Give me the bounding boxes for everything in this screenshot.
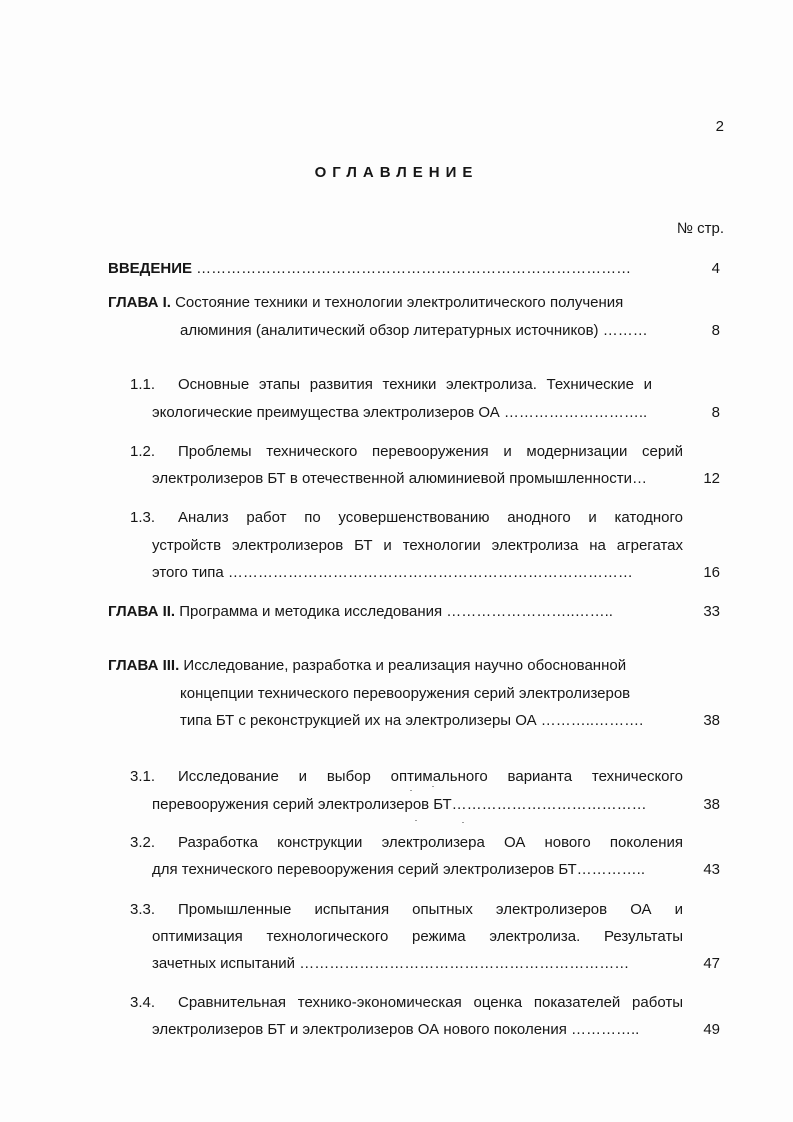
toc-page-number: 49 — [703, 1021, 720, 1038]
toc-entry-text: электролизеров БТ в отечественной алюминиевой промышленности… — [152, 470, 647, 487]
toc-entry-s1-3[interactable]: Анализ работ по усовершенствованию анодного и катодного — [178, 509, 683, 526]
scan-speck — [462, 822, 464, 823]
toc-entry-label: ГЛАВА III. — [108, 657, 180, 674]
toc-entry-text: перевооружения серий электролизеров БТ………………………………… — [152, 796, 647, 813]
toc-page-number: 8 — [711, 404, 720, 421]
toc-entry-ch2[interactable] — [108, 603, 613, 620]
toc-entry-ch3[interactable] — [108, 657, 626, 674]
toc-entry-text: Исследование, разработка и реализация научно обоснованной — [179, 657, 627, 674]
toc-page-number: 43 — [703, 861, 720, 878]
toc-entry-text: для технического перевооружения серий электролизеров БТ………….. — [152, 861, 646, 878]
toc-dots: …………………………………………………………………………… — [191, 260, 632, 277]
toc-entry-s3-1[interactable]: Исследование и выбор оптимального варианта технического — [178, 768, 683, 785]
toc-entry-text: Программа и методика исследования ……………………..…….. — [175, 603, 613, 620]
toc-entry-s3-2[interactable]: Разработка конструкции электролизера ОА нового поколения — [178, 834, 683, 851]
toc-section-number: 3.1. — [130, 768, 156, 785]
toc-section-number: 1.2. — [130, 443, 156, 460]
toc-entry-s3-4[interactable]: Сравнительная технико-экономическая оценка показателей работы — [178, 994, 683, 1011]
toc-entry-text: Состояние техники и технологии электролитического получения — [170, 294, 624, 311]
scan-speck — [415, 820, 417, 821]
page-title: ОГЛАВЛЕНИЕ — [314, 164, 479, 181]
toc-entry-text: экологические преимущества электролизеров ОА ……………………….. — [152, 404, 648, 421]
toc-entry-s1-2[interactable]: Проблемы технического перевооружения и модернизации серий — [178, 443, 683, 460]
toc-entry-text: оптимизация технологического режима электролиза. Результаты — [152, 928, 683, 945]
toc-entry-text: устройств электролизеров БТ и технологии электролиза на агрегатах — [152, 537, 683, 554]
toc-entry-ch1[interactable] — [108, 294, 623, 311]
toc-section-number: 1.3. — [130, 509, 156, 526]
toc-entry-s1-1[interactable]: Основные этапы развития техники электролиза. Технические и — [178, 376, 652, 393]
toc-page-number: 47 — [703, 955, 720, 972]
toc-entry-text: типа БТ с реконструкцией их на электролизеры ОА ………..………. — [180, 712, 644, 729]
toc-page-number: 8 — [711, 322, 720, 339]
toc-page-number: 38 — [703, 796, 720, 813]
toc-page-number: 12 — [703, 470, 720, 487]
toc-section-number: 3.2. — [130, 834, 156, 851]
toc-entry-text: зачетных испытаний ………………………………………………………… — [152, 955, 630, 972]
toc-section-number: 3.3. — [130, 901, 156, 918]
toc-entry-text: электролизеров БТ и электролизеров ОА нового поколения ………….. — [152, 1021, 640, 1038]
toc-entry-text: этого типа ……………………………………………………………………… — [152, 564, 633, 581]
page-column-header: № стр. — [676, 220, 724, 237]
toc-page-number: 4 — [711, 260, 720, 277]
toc-section-number: 3.4. — [130, 994, 156, 1011]
toc-page-number: 16 — [703, 564, 720, 581]
scan-speck — [410, 790, 412, 791]
toc-entry-text: алюминия (аналитический обзор литературных источников) ……… — [180, 322, 648, 339]
toc-section-number: 1.1. — [130, 376, 156, 393]
toc-entry-label: ГЛАВА II. — [108, 603, 176, 620]
toc-entry-text: концепции технического перевооружения серий электролизеров — [180, 685, 631, 702]
scan-speck — [432, 786, 434, 787]
toc-entry-label: ВВЕДЕНИЕ — [108, 260, 192, 277]
page-number: 2 — [715, 118, 724, 135]
toc-entry-s3-3[interactable]: Промышленные испытания опытных электролизеров ОА и — [178, 901, 683, 918]
toc-entry-intro[interactable] — [108, 260, 631, 277]
toc-page-number: 38 — [703, 712, 720, 729]
toc-entry-label: ГЛАВА I. — [108, 294, 171, 311]
toc-page-number: 33 — [703, 603, 720, 620]
